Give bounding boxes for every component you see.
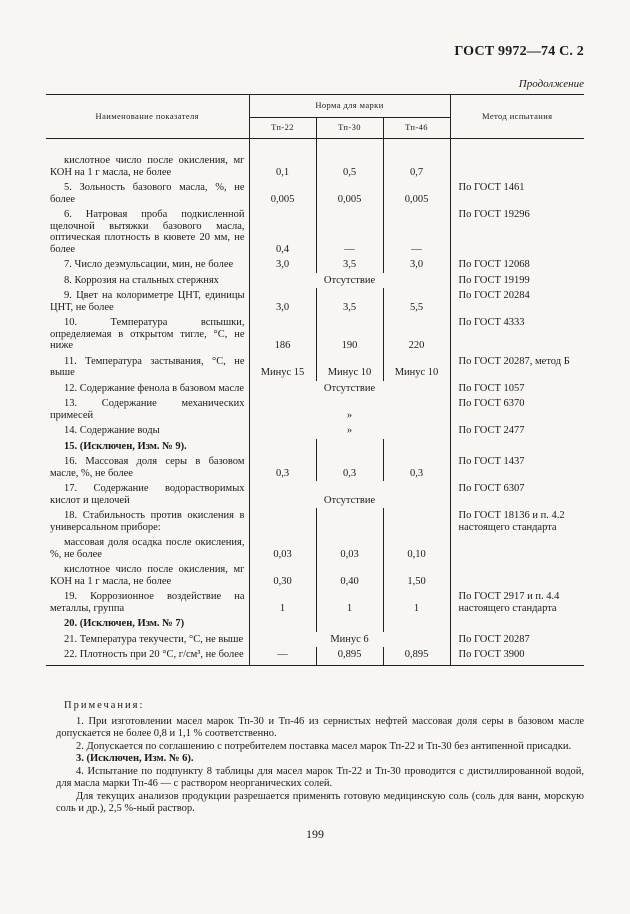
test-method	[450, 153, 584, 180]
indicator-name: 11. Температура застывания, °С, не выше	[46, 354, 249, 381]
grade-header: Тп-30	[316, 118, 383, 139]
norm-value: 1	[383, 589, 450, 616]
table-row	[46, 481, 584, 508]
indicator-name: 18. Стабильность против окисления в универсальном приборе:	[46, 508, 249, 535]
indicator-name: 20. (Исключен, Изм. № 7)	[46, 616, 249, 632]
norm-value: 0,1	[249, 153, 316, 180]
norm-value: 3,5	[316, 257, 383, 273]
norm-value: —	[383, 207, 450, 257]
norm-value: 0,7	[383, 153, 450, 180]
indicator-name: 22. Плотность при 20 °С, г/см³, не более	[46, 647, 249, 665]
norm-value: 5,5	[383, 288, 450, 315]
indicator-name: 14. Содержание воды	[46, 423, 249, 439]
norm-value	[316, 508, 383, 535]
test-method: По ГОСТ 19296	[458, 209, 530, 220]
table-row	[46, 647, 584, 665]
page-number: 199	[306, 827, 324, 841]
norm-value: 0,03	[316, 535, 383, 562]
indicator-name: кислотное число после окисления, мг КОН на 1 г масла, не более	[46, 562, 249, 589]
norm-value	[383, 508, 450, 535]
indicator-name: 15. (Исключен, Изм. № 9).	[46, 439, 249, 455]
norm-value	[383, 439, 450, 455]
table-row	[46, 180, 584, 207]
indicator-name: 10. Температура вспышки, определяемая в открытом тигле, °С, не ниже	[46, 315, 249, 354]
norm-value: 0,40	[316, 562, 383, 589]
norm-value: 0,10	[383, 535, 450, 562]
column-header-name: Наименование показателя	[46, 95, 249, 139]
table-row	[46, 616, 584, 632]
test-method	[450, 616, 584, 632]
norm-value: —	[249, 647, 316, 665]
table-row	[46, 381, 584, 397]
column-header-norm: Норма для марки	[249, 95, 450, 118]
table-row	[46, 153, 584, 180]
table-row	[46, 535, 584, 562]
note-item: 4. Испытание по подпункту 8 таблицы для масел марок Тп-22 и Тп-30 проводится с дистиллированной водой, для масла марки Тп-46 — с раствором неорганических солей.	[56, 765, 584, 789]
norm-value: 3,0	[249, 288, 316, 315]
indicator-name: 9. Цвет на колориметре ЦНТ, единицы ЦНТ, не более	[46, 288, 249, 315]
test-method: По ГОСТ 4333	[458, 317, 525, 328]
test-method: По ГОСТ 12068	[458, 259, 530, 270]
norm-value: 0,3	[316, 454, 383, 481]
indicator-name: 13. Содержание механических примесей	[46, 396, 249, 423]
notes-title: Примечания:	[64, 700, 145, 711]
indicator-name: 7. Число деэмульсации, мин, не более	[46, 257, 249, 273]
norm-value: 0,30	[249, 562, 316, 589]
indicator-name: 16. Массовая доля серы в базовом масле, %, не более	[46, 454, 249, 481]
norm-value: Минус 10	[316, 354, 383, 381]
notes-section	[56, 700, 584, 816]
norm-value: 0,5	[316, 153, 383, 180]
note-item: Для текущих анализов продукции разрешается применять готовую медицинскую соль (соль для ванн, морскую соль и др.), 2,5 %-ный раствор.	[56, 790, 584, 814]
norm-value: 0,005	[383, 180, 450, 207]
norm-value: 186	[249, 315, 316, 354]
norm-value-merged: Отсутствие	[249, 381, 450, 397]
table-row	[46, 632, 584, 648]
norm-value: 0,005	[316, 180, 383, 207]
norm-value: 0,3	[249, 454, 316, 481]
indicator-name: 12. Содержание фенола в базовом масле	[46, 381, 249, 397]
norm-value	[249, 508, 316, 535]
test-method	[450, 562, 584, 589]
table-row	[46, 589, 584, 616]
specifications-table	[46, 94, 584, 666]
norm-value: 0,895	[383, 647, 450, 665]
grade-header: Тп-22	[249, 118, 316, 139]
norm-value: —	[316, 207, 383, 257]
table-row	[46, 273, 584, 289]
norm-value-merged: Отсутствие	[249, 481, 450, 508]
norm-value: 0,895	[316, 647, 383, 665]
test-method: По ГОСТ 3900	[450, 647, 584, 665]
norm-value	[249, 439, 316, 455]
norm-value: 0,03	[249, 535, 316, 562]
table-row	[46, 354, 584, 381]
grade-header: Тп-46	[383, 118, 450, 139]
test-method: По ГОСТ 2477	[458, 425, 525, 436]
test-method: По ГОСТ 19199	[458, 274, 530, 286]
norm-value: 3,0	[383, 257, 450, 273]
indicator-name: массовая доля осадка после окисления, %, не более	[46, 535, 249, 562]
norm-value	[383, 616, 450, 632]
test-method: По ГОСТ 1437	[458, 456, 525, 467]
indicator-name: 5. Зольность базового масла, %, не более	[46, 180, 249, 207]
test-method: По ГОСТ 18136 и п. 4.2 настоящего стандарта	[458, 510, 565, 533]
norm-value: 1	[316, 589, 383, 616]
norm-value: 0,005	[249, 180, 316, 207]
document-header: ГОСТ 9972—74 С. 2	[454, 44, 584, 59]
note-item: 2. Допускается по соглашению с потребителем поставка масел марок Тп-22 и Тп-30 без антипенной присадки.	[76, 740, 572, 752]
norm-value	[316, 616, 383, 632]
test-method: По ГОСТ 6370	[458, 398, 525, 409]
norm-value: 220	[383, 315, 450, 354]
norm-value: Минус 10	[383, 354, 450, 381]
table-row	[46, 454, 584, 481]
table-row	[46, 315, 584, 354]
table-row	[46, 396, 584, 423]
indicator-name: 19. Коррозионное воздействие на металлы, группа	[46, 589, 249, 616]
norm-value: 0,4	[249, 207, 316, 257]
test-method: По ГОСТ 1057	[458, 382, 525, 394]
norm-value	[316, 439, 383, 455]
norm-value-merged: Отсутствие	[249, 273, 450, 289]
table-row	[46, 207, 584, 257]
norm-value: 1	[249, 589, 316, 616]
norm-value: Минус 15	[249, 354, 316, 381]
norm-value: 0,3	[383, 454, 450, 481]
test-method: По ГОСТ 2917 и п. 4.4 настоящего стандарта	[458, 591, 560, 614]
norm-value: 3,5	[316, 288, 383, 315]
test-method	[450, 439, 584, 455]
note-item: 3. (Исключен, Изм. № 6).	[76, 753, 194, 764]
table-row	[46, 508, 584, 535]
table-row	[46, 257, 584, 273]
continued-label: Продолжение	[518, 78, 584, 90]
indicator-name: 21. Температура текучести, °С, не выше	[46, 632, 249, 648]
table-row	[46, 562, 584, 589]
norm-value-merged: »	[249, 396, 450, 423]
norm-value-merged: Минус 6	[249, 632, 450, 648]
norm-value-merged: »	[249, 423, 450, 439]
indicator-name: 17. Содержание водорастворимых кислот и щелочей	[46, 481, 249, 508]
test-method: По ГОСТ 20284	[458, 290, 530, 301]
test-method: По ГОСТ 1461	[458, 182, 525, 193]
table-body	[46, 139, 584, 666]
table-row	[46, 423, 584, 439]
test-method: По ГОСТ 20287	[458, 633, 530, 645]
test-method: По ГОСТ 6307	[458, 483, 525, 494]
table-row	[46, 288, 584, 315]
indicator-name: кислотное число после окисления, мг КОН на 1 г масла, не более	[46, 153, 249, 180]
table-row	[46, 439, 584, 455]
norm-value: 190	[316, 315, 383, 354]
norm-value	[249, 616, 316, 632]
norm-value: 1,50	[383, 562, 450, 589]
column-header-method: Метод испытания	[450, 95, 584, 139]
norm-value: 3,0	[249, 257, 316, 273]
test-method	[450, 535, 584, 562]
indicator-name: 8. Коррозия на стальных стержнях	[46, 273, 249, 289]
test-method: По ГОСТ 20287, метод Б	[458, 355, 570, 367]
indicator-name: 6. Натровая проба подкисленной щелочной вытяжки базового масла, оптическая плотность в кювете 20 мм, не более	[46, 207, 249, 257]
note-item: 1. При изготовлении масел марок Тп-30 и Тп-46 из сернистых нефтей массовая доля серы в базовом масле допускается не более 0,8 и 1,1 % соответственно.	[56, 715, 584, 739]
